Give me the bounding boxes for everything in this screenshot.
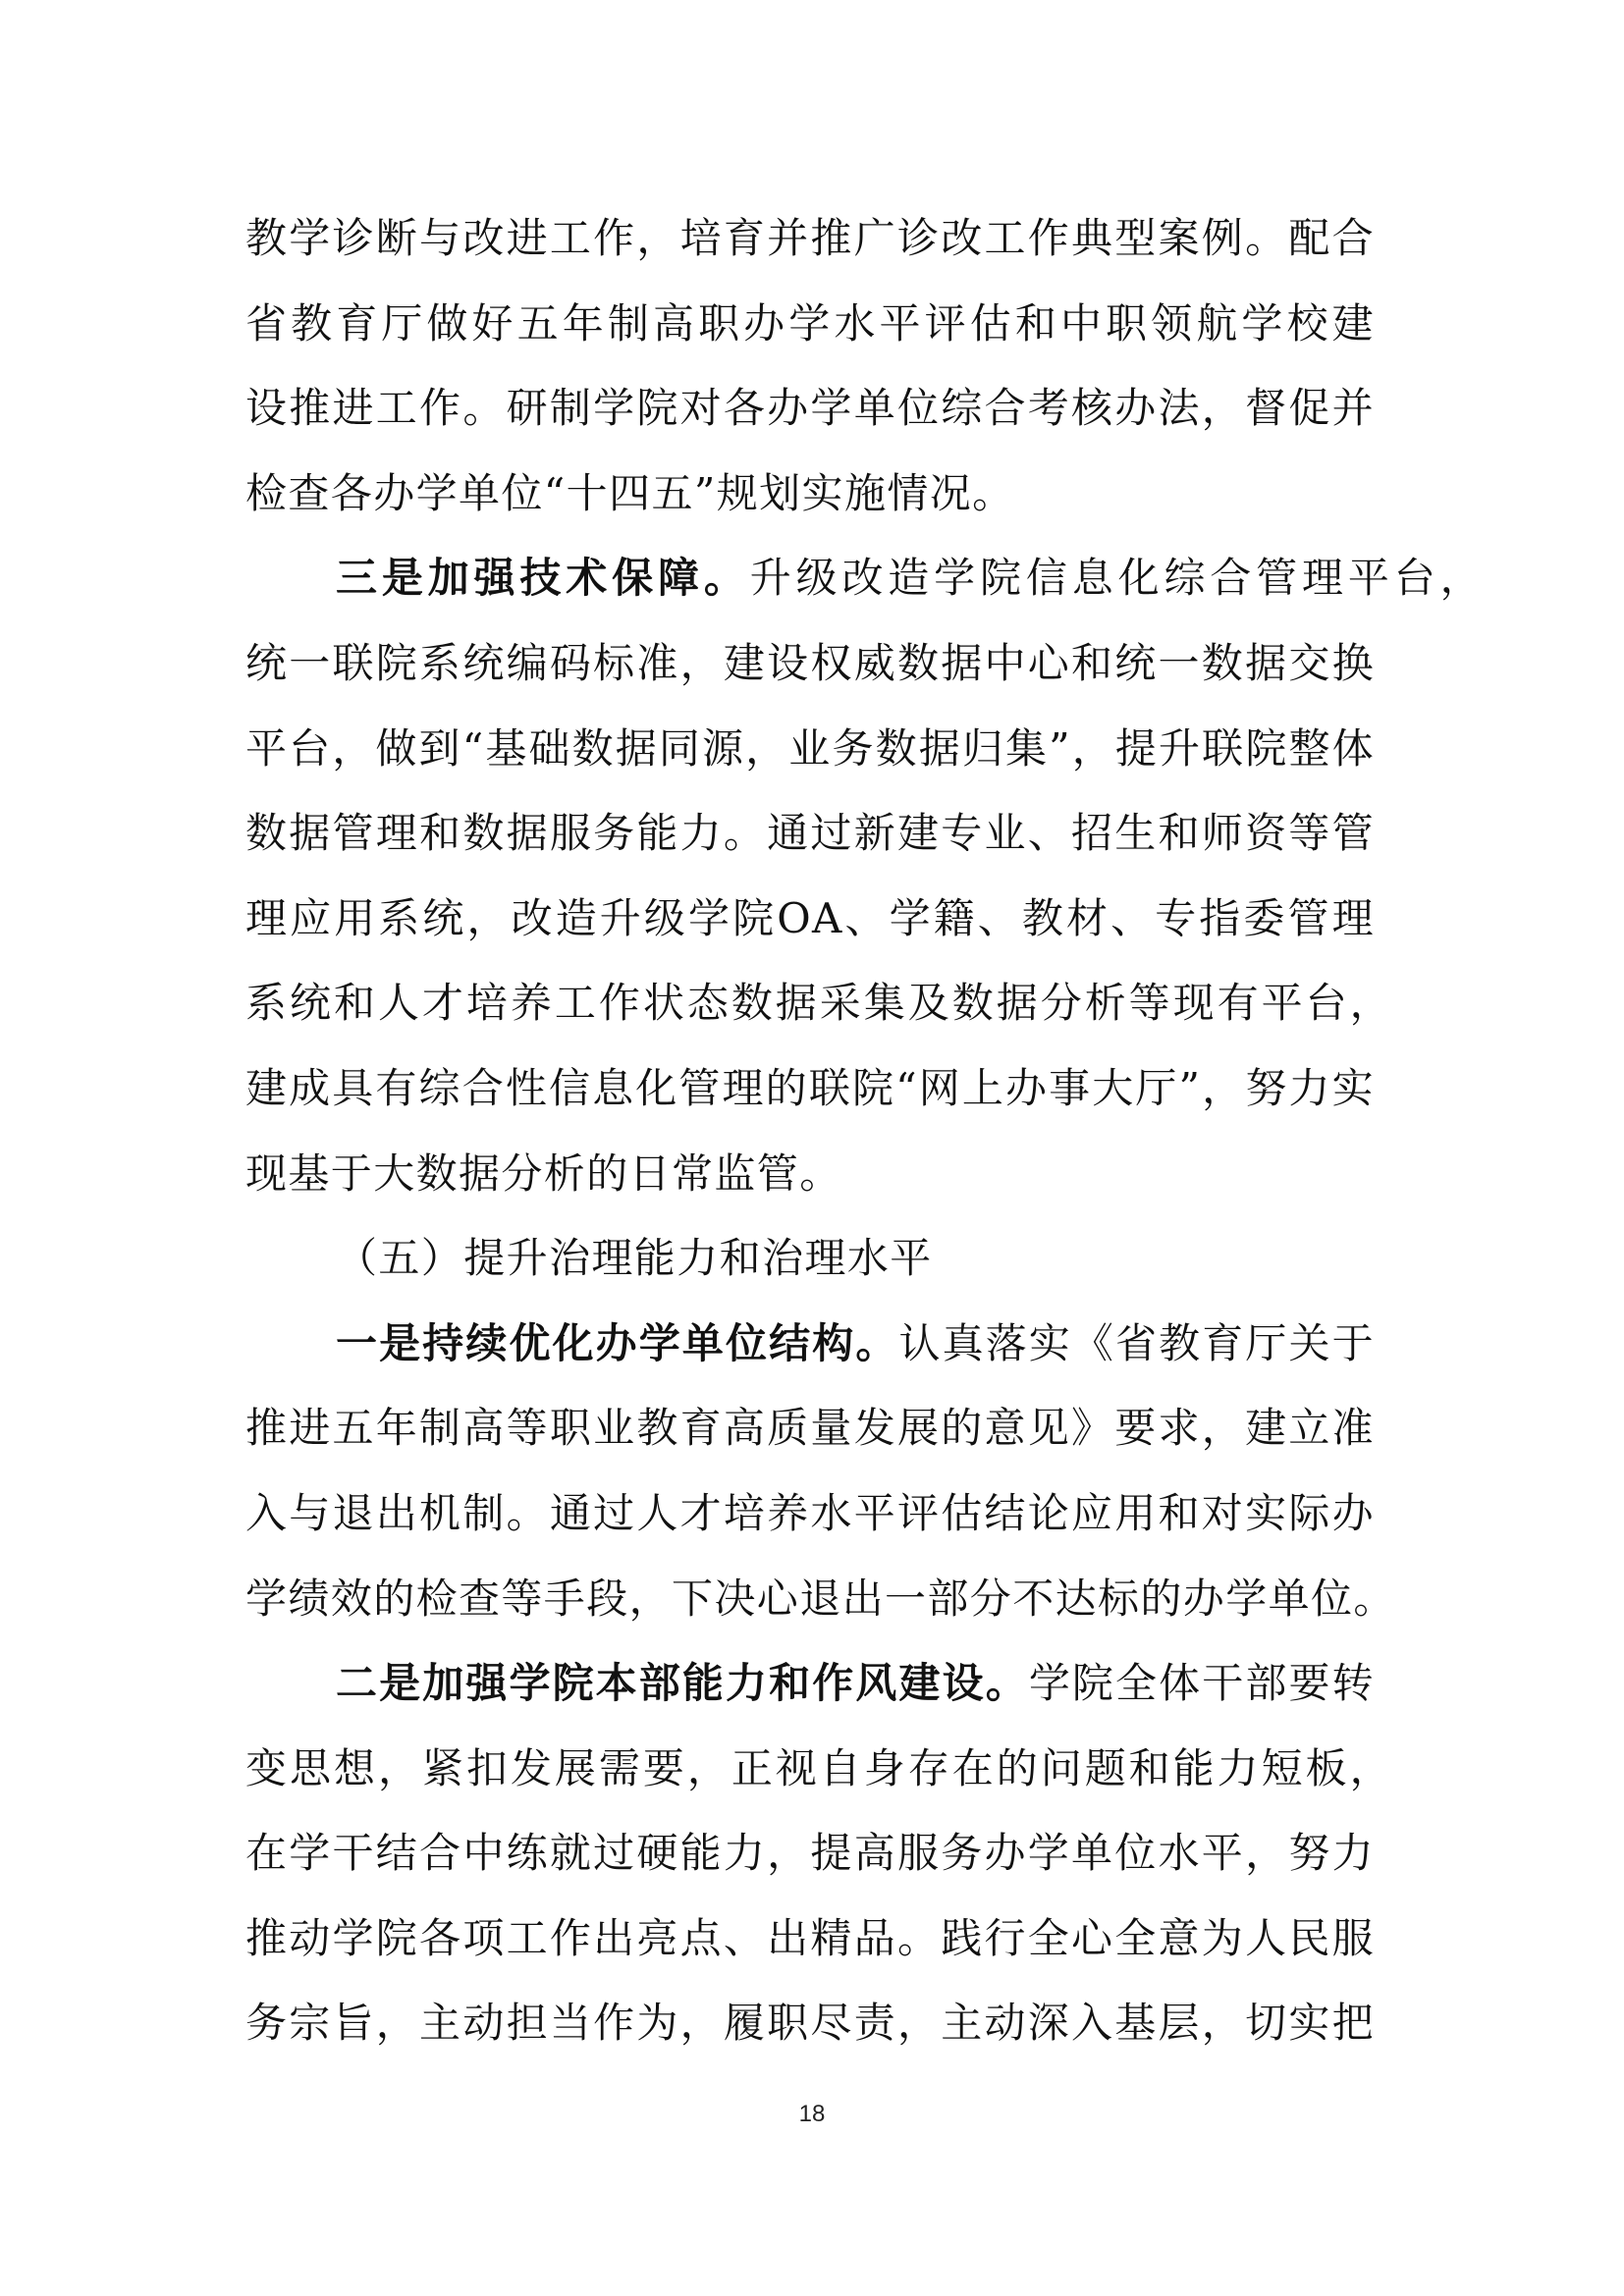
paragraph-start-line	[245, 1302, 1375, 1387]
text-line	[245, 366, 1375, 452]
text-line	[245, 1132, 1375, 1217]
text-line	[245, 877, 1375, 962]
text-line	[245, 1557, 1396, 1642]
line-text: 检查各办学单位“十四五”规划实施情况。	[245, 468, 1015, 517]
body-text	[245, 196, 1484, 2066]
line-text: 平台，做到“基础数据同源，业务数据归集”，提升联院整体	[245, 723, 1375, 773]
line-text: 升级改造学院信息化综合管理平台，	[749, 554, 1484, 603]
line-text: 系统和人才培养工作状态数据采集及数据分析等现有平台，	[245, 979, 1392, 1028]
text-line	[245, 961, 1392, 1046]
text-line	[245, 1896, 1375, 1982]
bold-lead-heading: 三是加强技术保障。	[336, 554, 750, 603]
line-text: 省教育厅做好五年制高职办学水平评估和中职领航学校建	[245, 298, 1375, 347]
text-line	[245, 196, 1375, 282]
line-text: 推动学院各项工作出亮点、出精品。践行全心全意为人民服	[245, 1913, 1375, 1962]
bold-lead-heading: 一是持续优化办学单位结构。	[336, 1318, 899, 1367]
paragraph-start-line	[245, 536, 1483, 621]
text-line	[245, 1727, 1392, 1812]
line-text: 变思想，紧扣发展需要，正视自身存在的问题和能力短板，	[245, 1743, 1392, 1792]
line-text: 入与退出机制。通过人才培养水平评估结论应用和对实际办	[245, 1488, 1375, 1537]
line-text: 设推进工作。研制学院对各办学单位综合考核办法，督促并	[245, 384, 1375, 433]
line-text: 学绩效的检查等手段，下决心退出一部分不达标的办学单位。	[245, 1574, 1396, 1623]
line-text: 统一联院系统编码标准，建设权威数据中心和统一数据交换	[245, 638, 1375, 687]
text-line	[245, 707, 1375, 792]
text-line	[245, 791, 1375, 877]
text-line	[245, 1471, 1375, 1557]
text-line	[245, 1811, 1375, 1896]
text-line	[245, 282, 1375, 367]
text-line	[245, 1981, 1375, 2066]
text-line	[245, 621, 1375, 707]
text-line	[245, 452, 1375, 537]
line-text: 教学诊断与改进工作，培育并推广诊改工作典型案例。配合	[245, 214, 1375, 262]
line-text: 务宗旨，主动担当作为，履职尽责，主动深入基层，切实把	[245, 1999, 1375, 2048]
line-text: 认真落实《省教育厅关于	[898, 1318, 1375, 1367]
line-text: 理应用系统，改造升级学院OA、学籍、教材、专指委管理	[245, 893, 1375, 942]
line-text: 推进五年制高等职业教育高质量发展的意见》要求，建立准	[245, 1404, 1375, 1453]
line-text: 现基于大数据分析的日常监管。	[245, 1148, 842, 1198]
bold-lead-heading: 二是加强学院本部能力和作风建设。	[336, 1659, 1029, 1708]
page-number: 18	[798, 2101, 826, 2127]
line-text: 数据管理和数据服务能力。通过新建专业、招生和师资等管	[245, 809, 1375, 858]
text-line	[245, 1386, 1375, 1471]
text-line	[245, 1046, 1375, 1132]
line-text: 在学干结合中练就过硬能力，提高服务办学单位水平，努力	[245, 1829, 1375, 1878]
paragraph-start-line	[245, 1641, 1375, 1727]
line-text: 学院全体干部要转	[1028, 1659, 1376, 1708]
line-text: 建成具有综合性信息化管理的联院“网上办事大厅”，努力实	[245, 1063, 1375, 1112]
section-heading-text: （五）提升治理能力和治理水平	[336, 1234, 933, 1283]
section-heading	[245, 1216, 1375, 1302]
